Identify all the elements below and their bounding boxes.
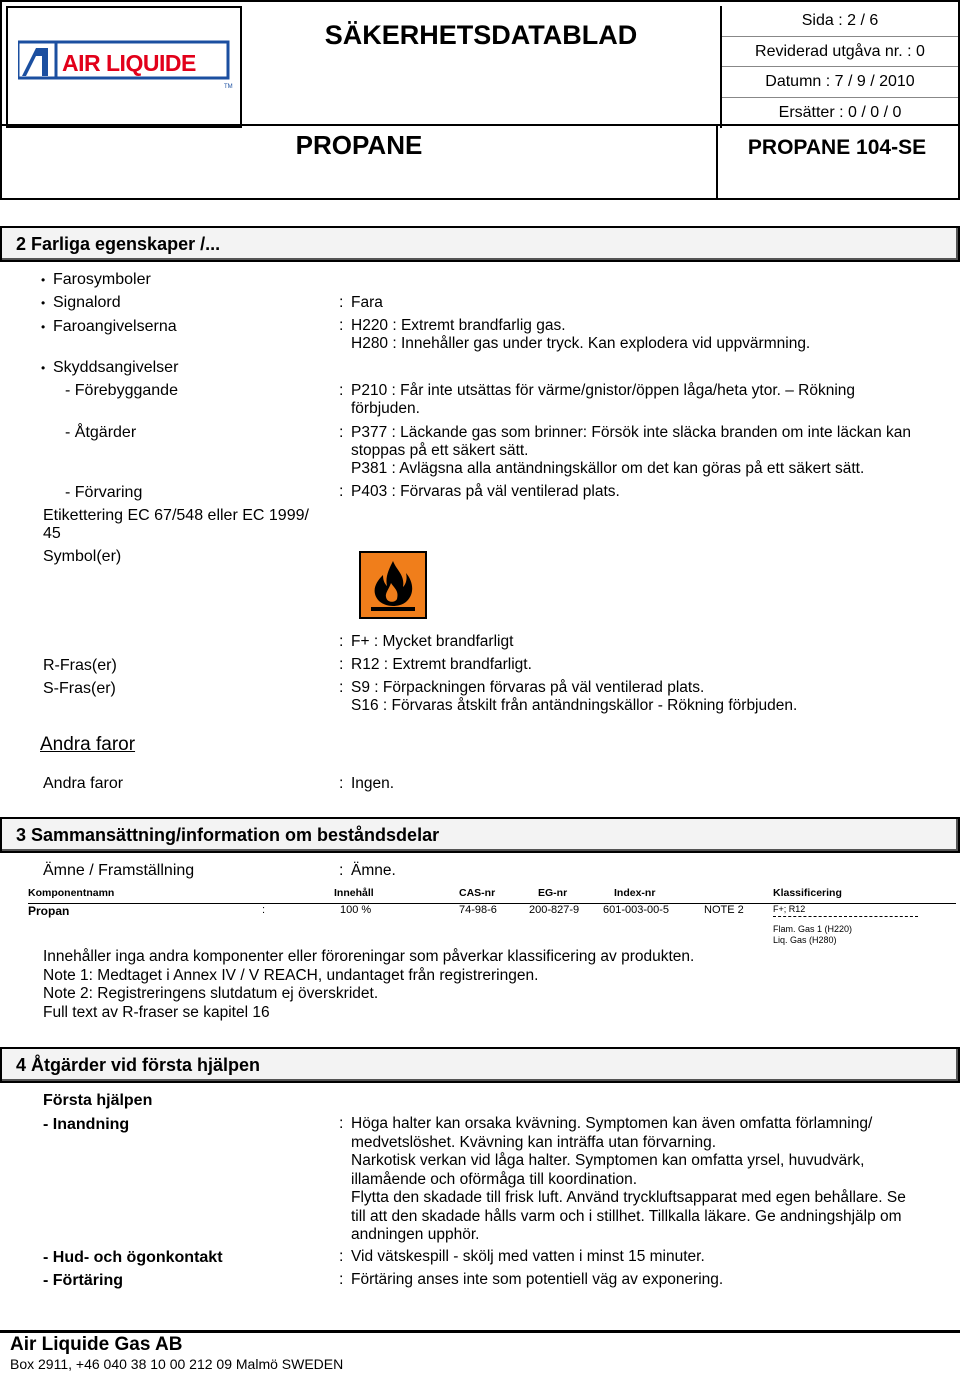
signalord-label: • Signalord (53, 294, 121, 312)
note-line-3: Note 2: Registreringens slutdatum ej överskridet. (43, 985, 379, 1002)
faroangivelserna-line-1: H220 : Extremt brandfarlig gas. (351, 317, 566, 334)
document-title: SÄKERHETSDATABLAD (324, 20, 638, 50)
section-4-header: 4 Åtgärder vid första hjälpen (0, 1047, 960, 1083)
amne-label: Ämne / Framställning (43, 862, 195, 879)
table-cell-index: 601-003-00-5 (603, 904, 670, 916)
table-cell-class-top: F+; R12 (773, 904, 806, 914)
table-cell-sep: : (262, 904, 266, 916)
symbol-value: F+ : Mycket brandfarligt (351, 633, 514, 650)
atgarder-line-3: P381 : Avlägsna alla antändningskällor om det kan göras på ett säkert sätt. (351, 460, 865, 477)
table-cell-note: NOTE 2 (704, 904, 744, 916)
replaces-date: Ersätter : 0 / 0 / 0 (778, 103, 902, 121)
fortaring-value: Förtäring anses inte som potentiell väg av exponering. (351, 1271, 724, 1288)
inandning-text (351, 1115, 951, 1245)
table-header-klassificering: Klassificering (773, 887, 842, 899)
note-line-2: Note 1: Medtaget i Annex IV / V REACH, undantaget från registreringen. (43, 966, 539, 984)
logo-trademark: TM (224, 84, 233, 90)
atgarder-label: - Åtgärder (65, 424, 137, 441)
title-cell (242, 2, 720, 128)
table-cell-cas: 74-98-6 (459, 904, 497, 916)
hud-label: - Hud- och ögonkontakt (43, 1249, 223, 1266)
andra-faror-heading: Andra faror (40, 734, 136, 755)
colon: : (339, 1248, 344, 1265)
inandning-line-7: andningen upphör. (351, 1226, 480, 1243)
colon: : (339, 679, 344, 696)
table-cell-eg: 200-827-9 (529, 904, 580, 916)
faroangivelserna-label: • Faroangivelserna (53, 318, 177, 336)
andra-faror-value: Ingen. (351, 775, 395, 792)
air-liquide-logo (18, 36, 233, 98)
note-line-4: Full text av R-fraser se kapitel 16 (43, 1003, 270, 1021)
product-code: PROPANE 104-SE (747, 136, 927, 159)
r-fras-value: R12 : Extremt brandfarligt. (351, 656, 532, 673)
andra-faror-label: Andra faror (43, 775, 124, 792)
composition-notes (43, 948, 694, 1022)
colon: : (339, 862, 344, 879)
farosymboler-label: • Farosymboler (53, 271, 151, 289)
etikettering-label-line-1: Etikettering EC 67/548 eller EC 1999/ (43, 507, 309, 524)
forebyggande-label: - Förebyggande (65, 382, 178, 399)
hud-value: Vid vätskespill - skölj med vatten i minst 15 minuter. (351, 1248, 705, 1265)
page-number: Sida : 2 / 6 (722, 6, 958, 37)
amne-value: Ämne. (351, 862, 396, 879)
colon: : (339, 317, 344, 334)
class-dash-separator (773, 916, 918, 917)
table-header-cas: CAS-nr (459, 887, 496, 899)
forvaring-label: - Förvaring (65, 484, 143, 501)
colon: : (339, 1115, 344, 1132)
inandning-line-4: illamående och oförmåga till koordination. (351, 1170, 638, 1188)
forvaring-value: P403 : Förvaras på väl ventilerad plats. (351, 483, 620, 500)
inandning-line-5: Flytta den skadade till frisk luft. Använd tryckluftsapparat med egen behållare. Se (351, 1189, 906, 1206)
signalord-value: Fara (351, 294, 383, 311)
s-fras-label: S-Fras(er) (43, 680, 116, 697)
logo-cell (6, 6, 242, 128)
revision-number: Reviderad utgåva nr. : 0 (722, 37, 958, 68)
fortaring-label: - Förtäring (43, 1272, 123, 1289)
faroangivelserna-line-2: H280 : Innehåller gas under tryck. Kan explodera vid uppvärmning. (351, 335, 811, 352)
flame-icon (361, 553, 425, 617)
flammable-hazard-symbol (359, 551, 427, 619)
forebyggande-line-2: förbjuden. (351, 400, 420, 417)
table-header-index: Index-nr (614, 887, 656, 899)
colon: : (339, 633, 344, 650)
colon: : (339, 1271, 344, 1288)
skyddsangivelser-label: • Skyddsangivelser (53, 359, 178, 377)
inandning-line-1: Höga halter kan orsaka kvävning. Symptomen kan även omfatta förlamning/ (351, 1115, 873, 1132)
colon: : (339, 382, 344, 399)
colon: : (339, 483, 344, 500)
colon: : (339, 294, 344, 311)
inandning-line-6: till att den skadade hålls varm och i stillhet. Tillkalla läkare. Ge andningshjälp om (351, 1207, 902, 1225)
section-3-header: 3 Sammansättning/information om beståndsdelar (0, 817, 960, 853)
etikettering-label-line-2: 45 (43, 525, 61, 542)
colon: : (339, 424, 344, 441)
symbol-label: Symbol(er) (43, 548, 122, 565)
s-fras-line-2: S16 : Förvaras åtskilt från antändningskällor - Rökning förbjuden. (351, 697, 798, 714)
forsta-hjalpen-label: Första hjälpen (43, 1092, 153, 1109)
revision-date: Datumn : 7 / 9 / 2010 (722, 67, 958, 98)
table-header-eg: EG-nr (538, 887, 568, 899)
footer-divider (0, 1330, 960, 1333)
table-cell-class-line-2: Liq. Gas (H280) (773, 935, 837, 945)
section-2-header: 2 Farliga egenskaper /... (0, 226, 960, 262)
table-cell-name: Propan (28, 904, 70, 918)
table-header-komponentnamn: Komponentnamn (28, 887, 115, 899)
s-fras-line-1: S9 : Förpackningen förvaras på väl ventilerad plats. (351, 679, 705, 696)
inandning-label: - Inandning (43, 1116, 130, 1133)
meta-cell (720, 6, 958, 128)
logo-wordmark: AIR LIQUIDE (62, 50, 196, 76)
product-name: PROPANE (295, 130, 423, 160)
table-cell-content: 100 % (340, 904, 372, 916)
inandning-line-3: Narkotisk verkan vid låga halter. Symptomen kan omfatta yrsel, huvudvärk, (351, 1152, 865, 1169)
document-header (0, 0, 960, 200)
colon: : (339, 656, 344, 673)
atgarder-line-1: P377 : Läckande gas som brinner: Försök inte släcka branden om inte läckan kan (351, 424, 912, 441)
note-line-1: Innehåller inga andra komponenter eller föroreningar som påverkar klassificering av produkten. (43, 948, 695, 965)
table-header-innehall: Innehåll (334, 887, 374, 899)
inandning-line-2: medvetslöshet. Kvävning kan inträffa utan förvarning. (351, 1133, 717, 1151)
company-address: Box 2911, +46 040 38 10 00 212 09 Malmö SWEDEN (10, 1356, 344, 1372)
r-fras-label: R-Fras(er) (43, 657, 117, 674)
atgarder-line-2: stoppas på ett säkert sätt. (351, 442, 529, 459)
company-name: Air Liquide Gas AB (10, 1334, 183, 1355)
table-cell-class-line-1: Flam. Gas 1 (H220) (773, 924, 853, 934)
forebyggande-line-1: P210 : Får inte utsättas för värme/gnistor/öppen låga/heta ytor. – Rökning (351, 382, 856, 399)
colon: : (339, 775, 344, 792)
